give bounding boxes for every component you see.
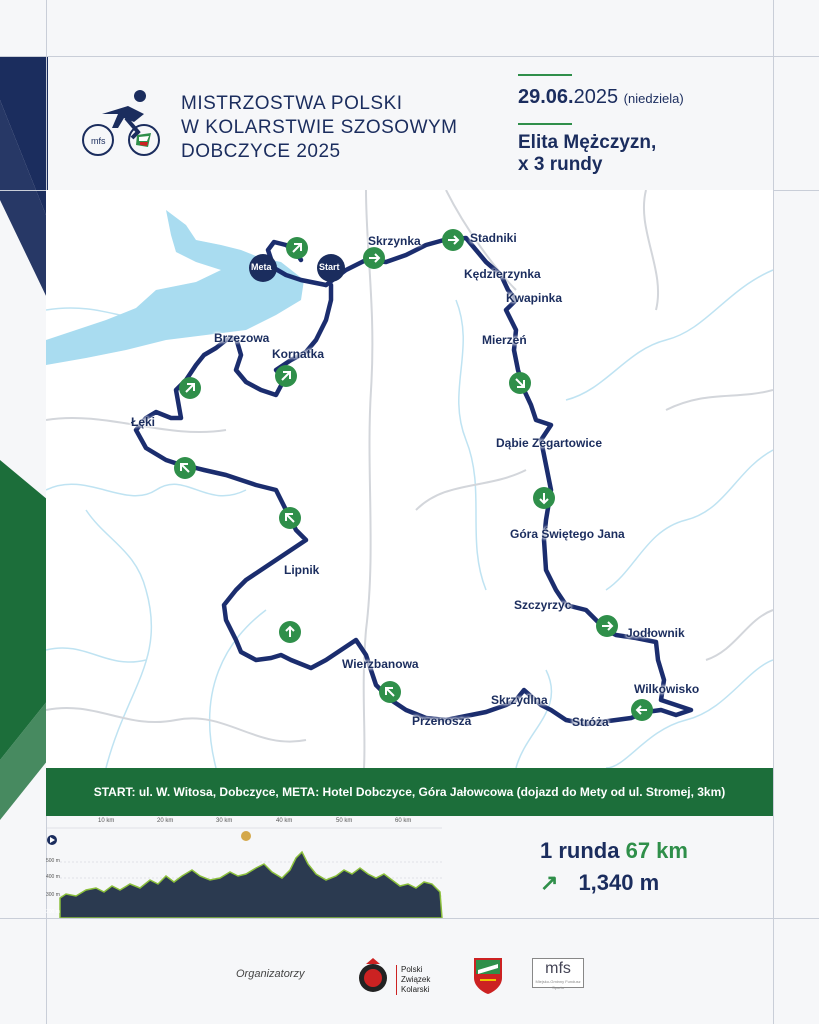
elev-tick-200: 200 m: [46, 909, 60, 915]
date-divider-top: [518, 74, 572, 76]
km-tick-30: 30 km: [216, 818, 233, 824]
place-mierzen: Mierzeń: [482, 333, 527, 347]
place-gora-swietego-jana: Góra Świętego Jana: [510, 527, 625, 541]
mfs-logo: [532, 958, 584, 988]
frame-line-right: [773, 0, 774, 1024]
place-stadniki: Stadniki: [470, 231, 517, 245]
start-marker: Start: [319, 262, 340, 272]
dalin-logo-icon: [472, 954, 504, 994]
start-finish-banner: START: ul. W. Witosa, Dobczyce, META: Hotel Dobczyce, Góra Jałowcowa (dojazd do Mety od ul. Stromej, 3km): [46, 768, 773, 816]
lap-distance: [540, 838, 688, 864]
pzkol-line-2: Kolarski: [401, 985, 430, 994]
date-divider-bottom: [518, 123, 572, 125]
pzkol-emblem-icon: [356, 956, 390, 996]
header: [46, 56, 773, 190]
category-line-1: Elita Mężczyzn,: [518, 132, 657, 153]
km-tick-20: 20 km: [157, 818, 174, 824]
organizers-label: Organizatorzy: [236, 968, 305, 980]
lap-label: 1 runda: [540, 838, 620, 863]
place-stroza: Stróża: [572, 715, 609, 729]
elevation-gain: [540, 870, 688, 896]
date-daymonth: 29.06.: [518, 86, 574, 108]
km-tick-10: 10 km: [98, 818, 115, 824]
mfs-logo-sub: Miejsko-Gminny Fundusz Sportu: [535, 979, 581, 990]
place-brzezowa: Brzezowa: [214, 331, 270, 345]
frame-line-profile-bottom: [0, 918, 819, 919]
place-leki: Łęki: [131, 415, 156, 429]
place-kornatka: Kornatka: [272, 347, 325, 361]
km-tick-50: 50 km: [336, 818, 353, 824]
elev-tick-500: 500 m: [46, 858, 60, 864]
place-przenosza: Przenosza: [412, 714, 472, 728]
place-skrzynka: Skrzynka: [368, 234, 421, 248]
date-year: 2025: [573, 86, 619, 108]
category-line-2: x 3 rundy: [518, 154, 603, 175]
place-lipnik: Lipnik: [284, 563, 320, 577]
event-date: [518, 86, 684, 109]
mfs-badge-text: mfs: [91, 136, 106, 146]
place-skrzydlna: Skrzydlna: [491, 693, 548, 707]
pzkol-logo: [356, 956, 446, 996]
place-wierzbanowa: Wierzbanowa: [342, 657, 419, 671]
elev-tick-400: 400 m: [46, 874, 60, 880]
elev-tick-300: 300 m: [46, 892, 60, 898]
lap-km: 67 km: [625, 838, 688, 863]
arrow-up-right-icon: ↗: [540, 870, 559, 895]
elevation-profile: [46, 818, 446, 918]
organizers-footer: [46, 920, 773, 1024]
km-tick-60: 60 km: [395, 818, 412, 824]
race-category: [518, 132, 656, 176]
pzkol-line-1: Polski Związek: [401, 965, 431, 984]
title-line-2: W KOLARSTWIE SZOSOWYM: [181, 117, 458, 138]
place-szczyrzyc: Szczyrzyc: [514, 598, 572, 612]
date-weekday: (niedziela): [623, 91, 684, 106]
elevation-gain-value: 1,340 m: [578, 870, 660, 895]
mfs-logo-text: mfs: [545, 960, 571, 977]
km-tick-40: 40 km: [276, 818, 293, 824]
title-line-3: DOBCZYCE 2025: [181, 141, 341, 162]
place-kedzierzynka: Kędzierzynka: [464, 267, 541, 281]
title-line-1: MISTRZOSTWA POLSKI: [181, 93, 403, 114]
finish-marker: Meta: [251, 262, 272, 272]
route-stats: [540, 838, 688, 896]
place-dabie-zegartowice: Dąbie Zegartowice: [496, 436, 603, 450]
pzkol-text: [396, 965, 446, 995]
place-wilkowisko: Wilkowisko: [634, 682, 700, 696]
place-kwapinka: Kwapinka: [506, 291, 563, 305]
event-title: [181, 92, 458, 164]
place-jodlownik: Jodłownik: [626, 626, 685, 640]
route-map: [46, 190, 773, 768]
decorative-stripes: [0, 0, 48, 1024]
cyclist-logo-icon: [82, 88, 166, 158]
